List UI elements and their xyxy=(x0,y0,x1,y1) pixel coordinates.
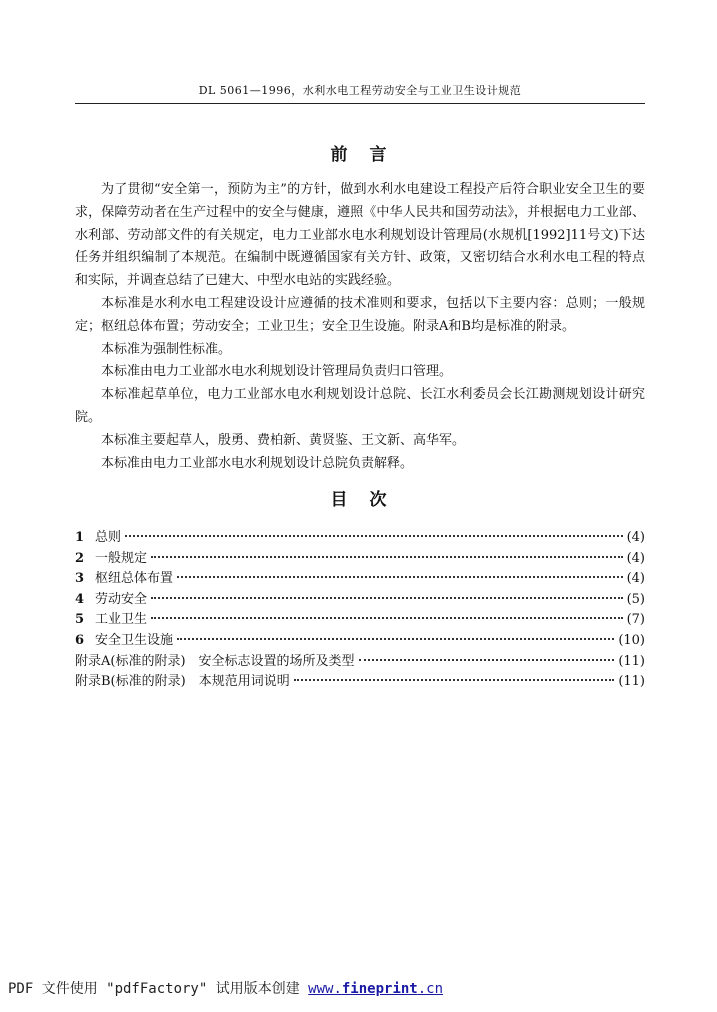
preface-paragraph-7: 本标准由电力工业部水电水利规划设计总院负责解释。 xyxy=(101,455,414,471)
toc-entry-page: (7) xyxy=(626,612,645,628)
toc-entry[interactable] xyxy=(75,588,645,609)
header-rule xyxy=(75,103,645,104)
preface-paragraph-6: 本标准主要起草人，殷勇、费柏新、黄贤鉴、王文新、高华军。 xyxy=(101,432,466,448)
toc-entry-number: 3 xyxy=(75,571,85,587)
toc-entry[interactable] xyxy=(75,608,645,629)
toc-entry[interactable] xyxy=(75,629,645,650)
toc-entry-page: (11) xyxy=(618,674,645,690)
toc-leader-dots xyxy=(151,617,623,619)
toc-entry-page: (10) xyxy=(618,632,645,648)
toc-leader-dots xyxy=(151,556,623,558)
toc-leader-dots xyxy=(177,638,614,640)
toc-entry-appendix-b[interactable] xyxy=(75,670,645,691)
toc-entry[interactable] xyxy=(75,526,645,547)
toc-entry[interactable] xyxy=(75,547,645,568)
preface-paragraph-5: 本标准起草单位，电力工业部水电水利规划设计总院、长江水利委员会长江勘测规划设计研究院。 xyxy=(75,387,645,425)
preface-paragraph-2: 本标准是水利水电工程建设设计应遵循的技术准则和要求，包括以下主要内容：总则；一般规定；枢纽总体布置；劳动安全；工业卫生；安全卫生设施。附录A和B均是标准的附录。 xyxy=(75,295,645,334)
watermark-link-suffix: .cn xyxy=(417,981,444,997)
running-header: DL 5061—1996，水利水电工程劳动安全与工业卫生设计规范 xyxy=(198,84,522,97)
toc-entry-number: 4 xyxy=(75,591,85,607)
toc-entry-title: 安全卫生设施 xyxy=(95,632,174,648)
pdffactory-watermark xyxy=(8,978,443,998)
watermark-link-prefix: www. xyxy=(308,981,342,997)
toc-leader-dots xyxy=(177,576,623,578)
toc-entry-page: (11) xyxy=(618,653,645,669)
toc-entry-title: 总则 xyxy=(95,530,122,545)
toc-entry-appendix-a[interactable] xyxy=(75,650,645,671)
toc-entry-number: 6 xyxy=(75,632,85,648)
toc-entry-number: 1 xyxy=(75,530,85,545)
toc-leader-dots xyxy=(359,659,615,661)
watermark-link[interactable] xyxy=(308,981,443,997)
toc-entry-number: 2 xyxy=(75,550,85,566)
toc-entry-number: 5 xyxy=(75,612,85,628)
toc-entry-title: 工业卫生 xyxy=(95,612,148,628)
toc-entry-title: 枢纽总体布置 xyxy=(95,571,174,587)
toc-leader-dots xyxy=(294,679,615,681)
toc-entry-page: (4) xyxy=(626,550,645,566)
toc-leader-dots xyxy=(125,535,623,537)
toc-entry-page: (4) xyxy=(626,530,645,545)
toc-entry[interactable] xyxy=(75,567,645,588)
watermark-text: PDF 文件使用 "pdfFactory" 试用版本创建 xyxy=(8,981,309,997)
toc-title: 目次 xyxy=(330,490,409,510)
watermark-link-name: fineprint xyxy=(341,981,418,997)
toc-entry-title: 附录B(标准的附录) 本规范用词说明 xyxy=(75,674,290,690)
preface-paragraph-3: 本标准为强制性标准。 xyxy=(101,341,232,357)
toc-leader-dots xyxy=(151,597,623,599)
preface-paragraph-4: 本标准由电力工业部水电水利规划设计管理局负责归口管理。 xyxy=(101,364,453,380)
toc-entry-title: 附录A(标准的附录) 安全标志设置的场所及类型 xyxy=(75,653,355,669)
preface-body xyxy=(75,179,645,475)
toc-entry-page: (4) xyxy=(626,571,645,587)
toc-entry-title: 劳动安全 xyxy=(95,591,148,607)
toc-entry-page: (5) xyxy=(626,591,645,607)
toc-entry-title: 一般规定 xyxy=(95,550,148,566)
table-of-contents xyxy=(75,526,645,691)
preface-paragraph-1: 为了贯彻“安全第一，预防为主”的方针，做到水利水电建设工程投产后符合职业安全卫生的要求，保障劳动者在生产过程中的安全与健康，遵照《中华人民共和国劳动法》，并根据电力工业部、水利部、劳动部文件的有关规定，电力工业部水电水利规划设计管理局(水规机[1992]11号文)下达任务并组织编制了本规范。在编制中既遵循国家有关方针、政策，又密切结合水利水电工程的特点和实际，并调查总结了已建大、中型水电站的实践经验。 xyxy=(75,182,645,289)
preface-title: 前言 xyxy=(330,145,409,165)
